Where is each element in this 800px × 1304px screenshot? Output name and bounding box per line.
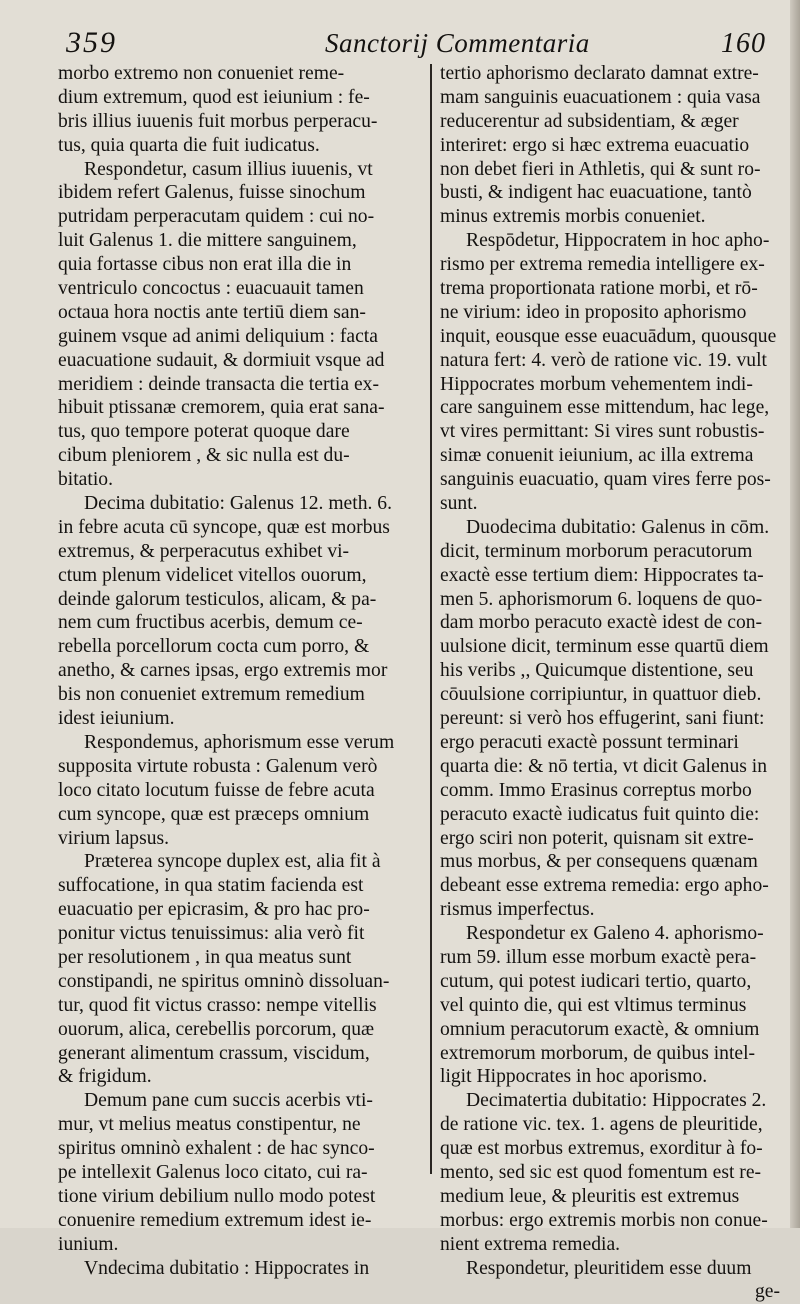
text-line: constipandi, ne spiritus omninò dissoluan-: [58, 970, 390, 992]
text-line: quæ est morbus extremus, exorditur à fo-: [440, 1138, 763, 1160]
text-line: dicit, terminum morborum peracutorum: [440, 540, 753, 562]
right-column: [440, 62, 780, 1304]
text-line: cōuulsione corripiuntur, in quattuor dieb.: [440, 684, 762, 706]
text-line: morbus: ergo extremis morbis non conue-: [440, 1209, 768, 1231]
text-line: comm. Immo Erasinus correptus morbo: [440, 779, 752, 801]
text-line: Præterea syncope duplex est, alia fit à: [84, 851, 381, 873]
column-divider: [430, 64, 432, 1174]
text-line: rum 59. illum esse morbum exactè pera-: [440, 946, 757, 968]
text-line: Demum pane cum succis acerbis vti-: [84, 1090, 373, 1112]
text-line: dium extremum, quod est ieiunium : fe-: [58, 86, 370, 108]
text-line: debeant esse extrema remedia: ergo apho-: [440, 875, 769, 897]
running-title: Sanctorij Commentaria: [325, 28, 590, 58]
left-column: [58, 62, 423, 1280]
text-line: putridam perperacutam quidem : cui no-: [58, 206, 375, 228]
text-line: nient extrema remedia.: [440, 1233, 621, 1255]
text-line: omnium peracutorum exactè, & omnium: [440, 1018, 760, 1040]
text-line: iunium.: [58, 1233, 119, 1255]
text-line: mur, vt melius meatus constipentur, ne: [58, 1114, 361, 1136]
text-line: care sanguinem esse mittendum, hac lege,: [440, 397, 770, 419]
text-line: Respondetur ex Galeno 4. aphorismo-: [466, 923, 764, 945]
text-line: Decimatertia dubitatio: Hippocrates 2.: [466, 1090, 767, 1112]
text-line: nem cum fructibus acerbis, demum ce-: [58, 612, 363, 634]
text-line: his veribs ,, Quicumque distentione, seu: [440, 660, 754, 682]
text-line: medium leue, & pleuritis est extremus: [440, 1185, 740, 1207]
page-edge-shadow: [790, 0, 800, 1228]
text-line: natura fert: 4. verò de ratione vic. 19. vult: [440, 349, 767, 371]
text-line: quarta die: & nō tertia, vt dicit Galenus in: [440, 755, 768, 777]
text-line: uulsione dicit, terminum esse quartū diem: [440, 636, 769, 658]
text-line: Hippocrates morbum vehementem indi-: [440, 373, 753, 395]
text-line: peracuto exactè iudicatus fuit quinto die:: [440, 803, 760, 825]
text-line: bitatio.: [58, 469, 113, 491]
text-line: vel quinto die, qui est vltimus terminus: [440, 994, 747, 1016]
text-line: exactè esse tertium diem: Hippocrates ta-: [440, 564, 764, 586]
text-line: ge-: [754, 1281, 780, 1303]
text-line: quia fortasse cibus non erat illa die in: [58, 254, 352, 276]
text-line: ventriculo concoctus : euacuauit tamen: [58, 278, 364, 300]
text-line: inquit, eousque esse euacuādum, quousque: [440, 325, 777, 347]
text-line: rismus imperfectus.: [440, 899, 595, 921]
text-line: morbo extremo non conueniet reme-: [58, 63, 345, 84]
text-line: pereunt: si verò hos effugerint, sani fiunt:: [440, 708, 765, 730]
text-line: spiritus omninò exhalent : de hac synco-: [58, 1138, 375, 1160]
text-line: ne virium: ideo in proposito aphorismo: [440, 301, 747, 323]
text-line: loco citato locutum fuisse de febre acuta: [58, 779, 375, 801]
text-line: non debet fieri in Athletis, qui & sunt ro-: [440, 158, 761, 180]
text-line: supposita virtute robusta : Galenum verò: [58, 755, 378, 777]
text-line: tione virium debilium nullo modo potest: [58, 1185, 376, 1207]
text-line: virium lapsus.: [58, 827, 170, 849]
text-line: anetho, & carnes ipsas, ergo extremis mor: [58, 660, 388, 682]
text-line: meridiem : deinde transacta die tertia ex-: [58, 373, 379, 395]
text-line: Duodecima dubitatio: Galenus in cōm.: [466, 516, 770, 538]
text-line: ergo peracuti exactè possunt terminari: [440, 731, 739, 753]
text-line: deinde galorum testiculos, alicam, & pa-: [58, 588, 377, 610]
text-line: mento, sed sic est quod fomentum est re-: [440, 1161, 762, 1183]
text-line: luit Galenus 1. die mittere sanguinem,: [58, 230, 357, 252]
text-line: Respondemus, aphorismum esse verum: [84, 731, 395, 753]
text-line: octaua hora noctis ante tertiū diem san-: [58, 301, 366, 323]
text-line: Respondetur, pleuritidem esse duum: [466, 1257, 752, 1279]
text-line: per resolutionem , in qua meatus sunt: [58, 946, 352, 968]
text-line: cum syncope, quæ est præceps omnium: [58, 803, 370, 825]
text-line: de ratione vic. tex. 1. agens de pleuritide,: [440, 1114, 763, 1136]
text-line: sanguinis euacuatio, quam vires ferre pos-: [440, 469, 771, 491]
text-line: mam sanguinis euacuationem : quia vasa: [440, 86, 761, 108]
text-line: Respondetur, casum illius iuuenis, vt: [84, 158, 373, 180]
text-line: extremorum morborum, de quibus intel-: [440, 1042, 756, 1064]
text-line: generant alimentum crassum, viscidum,: [58, 1042, 370, 1064]
text-line: cibum pleniorem , & sic nulla est du-: [58, 445, 350, 467]
text-line: Decima dubitatio: Galenus 12. meth. 6.: [84, 493, 392, 515]
text-line: cutum, qui potest iudicari tertio, quarto,: [440, 970, 752, 992]
text-line: tertio aphorismo declarato damnat extre-: [440, 63, 759, 84]
text-line: ctum plenum videlicet vitellos ouorum,: [58, 564, 367, 586]
text-line: vt vires permittant: Si vires sunt robustis-: [440, 421, 765, 443]
text-line: extremus, & perperacutus exhibet vi-: [58, 540, 350, 562]
text-line: guinem vsque ad animi deliquium : facta: [58, 325, 378, 347]
text-line: euacuatio per epicrasim, & pro hac pro-: [58, 899, 370, 921]
text-line: sunt.: [440, 493, 478, 515]
text-line: & frigidum.: [58, 1066, 152, 1088]
text-line: interiret: ergo si hæc extrema euacuatio: [440, 134, 750, 156]
text-line: conuenire remedium extremum idest ie-: [58, 1209, 372, 1231]
text-line: rebella porcellorum cocta cum porro, &: [58, 636, 370, 658]
text-line: ouorum, alica, cerebellis porcorum, quæ: [58, 1018, 375, 1040]
text-line: tus, quo tempore poterat quoque dare: [58, 421, 350, 443]
text-line: pe intellexit Galenus loco citato, cui ra-: [58, 1161, 368, 1183]
text-line: tur, quod fit victus crasso: nempe vitellis: [58, 994, 377, 1016]
text-line: bris illius iuuenis fuit morbus perperacu-: [58, 110, 378, 132]
page-header: [60, 18, 770, 62]
text-line: men 5. aphorismorum 6. loquens de quo-: [440, 588, 763, 610]
text-line: ergo sciri non poterit, quisnam sit extre-: [440, 827, 754, 849]
text-line: trema proportionata ratione morbi, et rō-: [440, 278, 758, 300]
text-line: in febre acuta cū syncope, quæ est morbus: [58, 516, 390, 538]
text-line: idest ieiunium.: [58, 708, 175, 730]
right-page-number: 160: [721, 28, 766, 59]
text-line: euacuatione sudauit, & dormiuit vsque ad: [58, 349, 385, 371]
text-line: simæ conuenit ieiunium, ac illa extrema: [440, 445, 754, 467]
text-line: reducerentur ad subsidentiam, & æger: [440, 110, 739, 132]
text-line: Vndecima dubitatio : Hippocrates in: [84, 1257, 370, 1279]
text-line: ligit Hippocrates in hoc aporismo.: [440, 1066, 708, 1088]
text-line: hibuit ptissanæ cremorem, quia erat sana-: [58, 397, 385, 419]
text-line: suffocatione, in qua statim facienda est: [58, 875, 364, 897]
text-line: ibidem refert Galenus, fuisse sinochum: [58, 182, 366, 204]
text-line: bis non conueniet extremum remedium: [58, 684, 365, 706]
text-line: dam morbo peracuto exactè idest de con-: [440, 612, 763, 634]
text-line: mus morbus, & per consequens quænam: [440, 851, 758, 873]
text-line: minus extremis morbis conueniet.: [440, 206, 706, 228]
text-line: busti, & indigent hac euacuatione, tantò: [440, 182, 752, 204]
text-line: rismo per extrema remedia intelligere ex-: [440, 254, 765, 276]
text-line: Respōdetur, Hippocratem in hoc apho-: [466, 230, 770, 252]
text-line: ponitur victus tenuissimus: alia verò fit: [58, 923, 365, 945]
left-page-number: 359: [66, 26, 117, 59]
text-line: tus, quia quarta die fuit iudicatus.: [58, 134, 320, 156]
